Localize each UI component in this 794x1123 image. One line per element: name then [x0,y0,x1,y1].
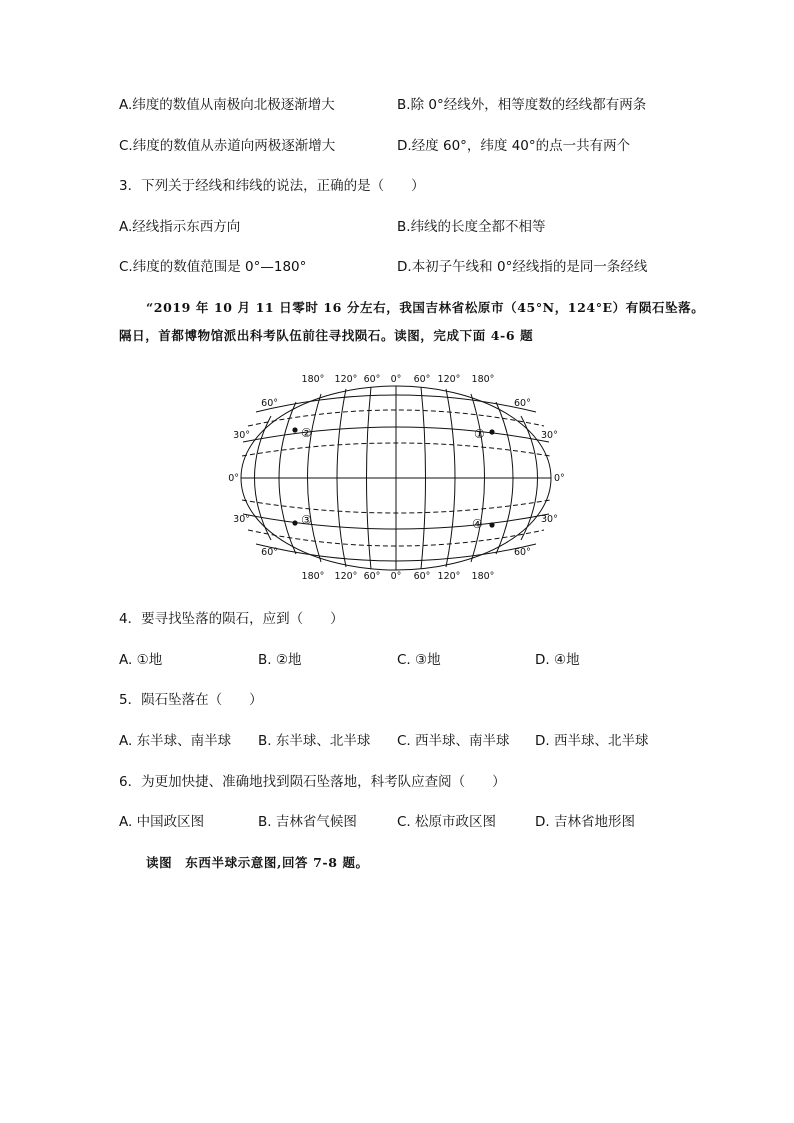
option-letter: C. [119,138,133,154]
option-a [119,651,162,669]
option-text: 西半球、南半球 [415,733,510,749]
lat-label: 30° [541,514,558,525]
option-text: ④地 [553,652,580,668]
option-text: 中国政区图 [136,814,205,830]
option-b [397,218,546,236]
footer-instruction: 读图 东西半球示意图,回答 7-8 题。 [146,855,369,870]
option-letter: C. [119,259,133,275]
option-d [535,732,648,750]
lon-label: 60° [413,571,431,582]
point-4-label: ④ [472,517,483,531]
option-letter: B. [397,219,411,235]
point-4-dot [489,522,494,527]
option-letter: D. [397,259,412,275]
lat-label: 60° [261,398,278,409]
option-d [397,137,630,155]
option-letter: C. [397,733,411,749]
lon-label: 60° [413,374,431,385]
point-3-dot [292,520,297,525]
question-4-stem: 4．要寻找坠落的陨石，应到（ ） [119,611,344,627]
lon-label: 120° [334,571,358,582]
option-a [119,813,204,831]
option-letter: B. [397,97,411,113]
option-d [535,813,635,831]
point-2-label: ② [301,426,312,440]
map-outline [241,386,551,570]
lon-label: 180° [301,571,325,582]
option-text: 经度 60°，纬度 40°的点一共有两个 [411,138,631,154]
lon-label: 60° [363,374,381,385]
option-letter: A. [119,814,133,830]
option-b [258,651,301,669]
point-3-label: ③ [301,513,312,527]
option-b [258,813,357,831]
option-text: 西半球、北半球 [553,733,649,749]
question-6-stem: 6．为更加快捷、准确地找到陨石坠落地，科考队应查阅（ ） [119,774,506,790]
option-letter: B. [258,733,272,749]
question-3-stem: 3．下列关于经线和纬线的说法，正确的是（ ） [119,178,425,194]
option-letter: B. [258,652,272,668]
option-letter: A. [119,652,133,668]
point-2-dot [292,427,297,432]
option-a [119,96,335,114]
lat-label: 30° [541,430,558,441]
option-letter: A. [119,97,133,113]
option-d [397,258,647,276]
lon-label: 120° [437,571,461,582]
option-text: 纬度的数值范围是 0°—180° [132,259,307,275]
lat-label: 60° [261,547,278,558]
option-c [397,651,441,669]
lon-label: 180° [301,374,325,385]
option-b [258,732,370,750]
option-letter: A. [119,733,133,749]
lon-label: 0° [390,571,402,582]
point-1-dot [489,429,494,434]
option-text: 东半球、南半球 [136,733,232,749]
option-letter: D. [535,814,550,830]
option-text: ①地 [136,652,163,668]
option-a [119,732,231,750]
passage-line-1: “2019 年 10 月 11 日零时 16 分左右，我国吉林省松原市（45°N，124°E）有陨石坠落。 [146,300,705,315]
option-text: 本初子午线和 0°经线指的是同一条经线 [411,259,648,275]
option-c [397,732,510,750]
option-c [119,137,335,155]
lat-label: 30° [233,514,250,525]
lat-label: 0° [554,473,565,484]
lon-label: 60° [363,571,381,582]
lat-label: 60° [514,398,531,409]
option-text: 纬线的长度全都不相等 [410,219,546,235]
top-longitude-labels [302,374,495,385]
option-d [535,651,580,669]
bottom-longitude-labels [302,571,495,582]
option-letter: B. [258,814,272,830]
point-1-label: ① [474,427,485,441]
option-c [397,813,496,831]
option-c [119,258,306,276]
option-letter: C. [397,814,411,830]
option-text: 吉林省地形图 [553,814,635,830]
option-a [119,218,240,236]
world-grid-map [226,368,572,586]
option-text: 松原市政区图 [415,814,497,830]
option-text: 纬度的数值从南极向北极逐渐增大 [132,97,335,113]
option-letter: A. [119,219,133,235]
lon-label: 120° [437,374,461,385]
lon-label: 0° [390,374,402,385]
lon-label: 180° [471,374,495,385]
lat-label: 30° [233,430,250,441]
option-letter: D. [535,733,550,749]
option-text: 东半球、北半球 [275,733,371,749]
question-5-stem: 5．陨石坠落在（ ） [119,692,263,708]
option-text: 除 0°经线外，相等度数的经线都有两条 [410,97,647,113]
lon-label: 180° [471,571,495,582]
lat-label: 60° [514,547,531,558]
option-text: 纬度的数值从赤道向两极逐渐增大 [132,138,336,154]
option-letter: D. [397,138,412,154]
option-text: ③地 [415,652,441,668]
passage-line-2: 隔日，首都博物馆派出科考队伍前往寻找陨石。读图，完成下面 4-6 题 [119,328,534,343]
option-text: ②地 [275,652,302,668]
option-b [397,96,646,114]
option-letter: D. [535,652,550,668]
option-text: 吉林省气候图 [275,814,357,830]
option-text: 经线指示东西方向 [132,219,241,235]
lon-label: 120° [334,374,358,385]
option-letter: C. [397,652,411,668]
lat-label: 0° [228,473,239,484]
